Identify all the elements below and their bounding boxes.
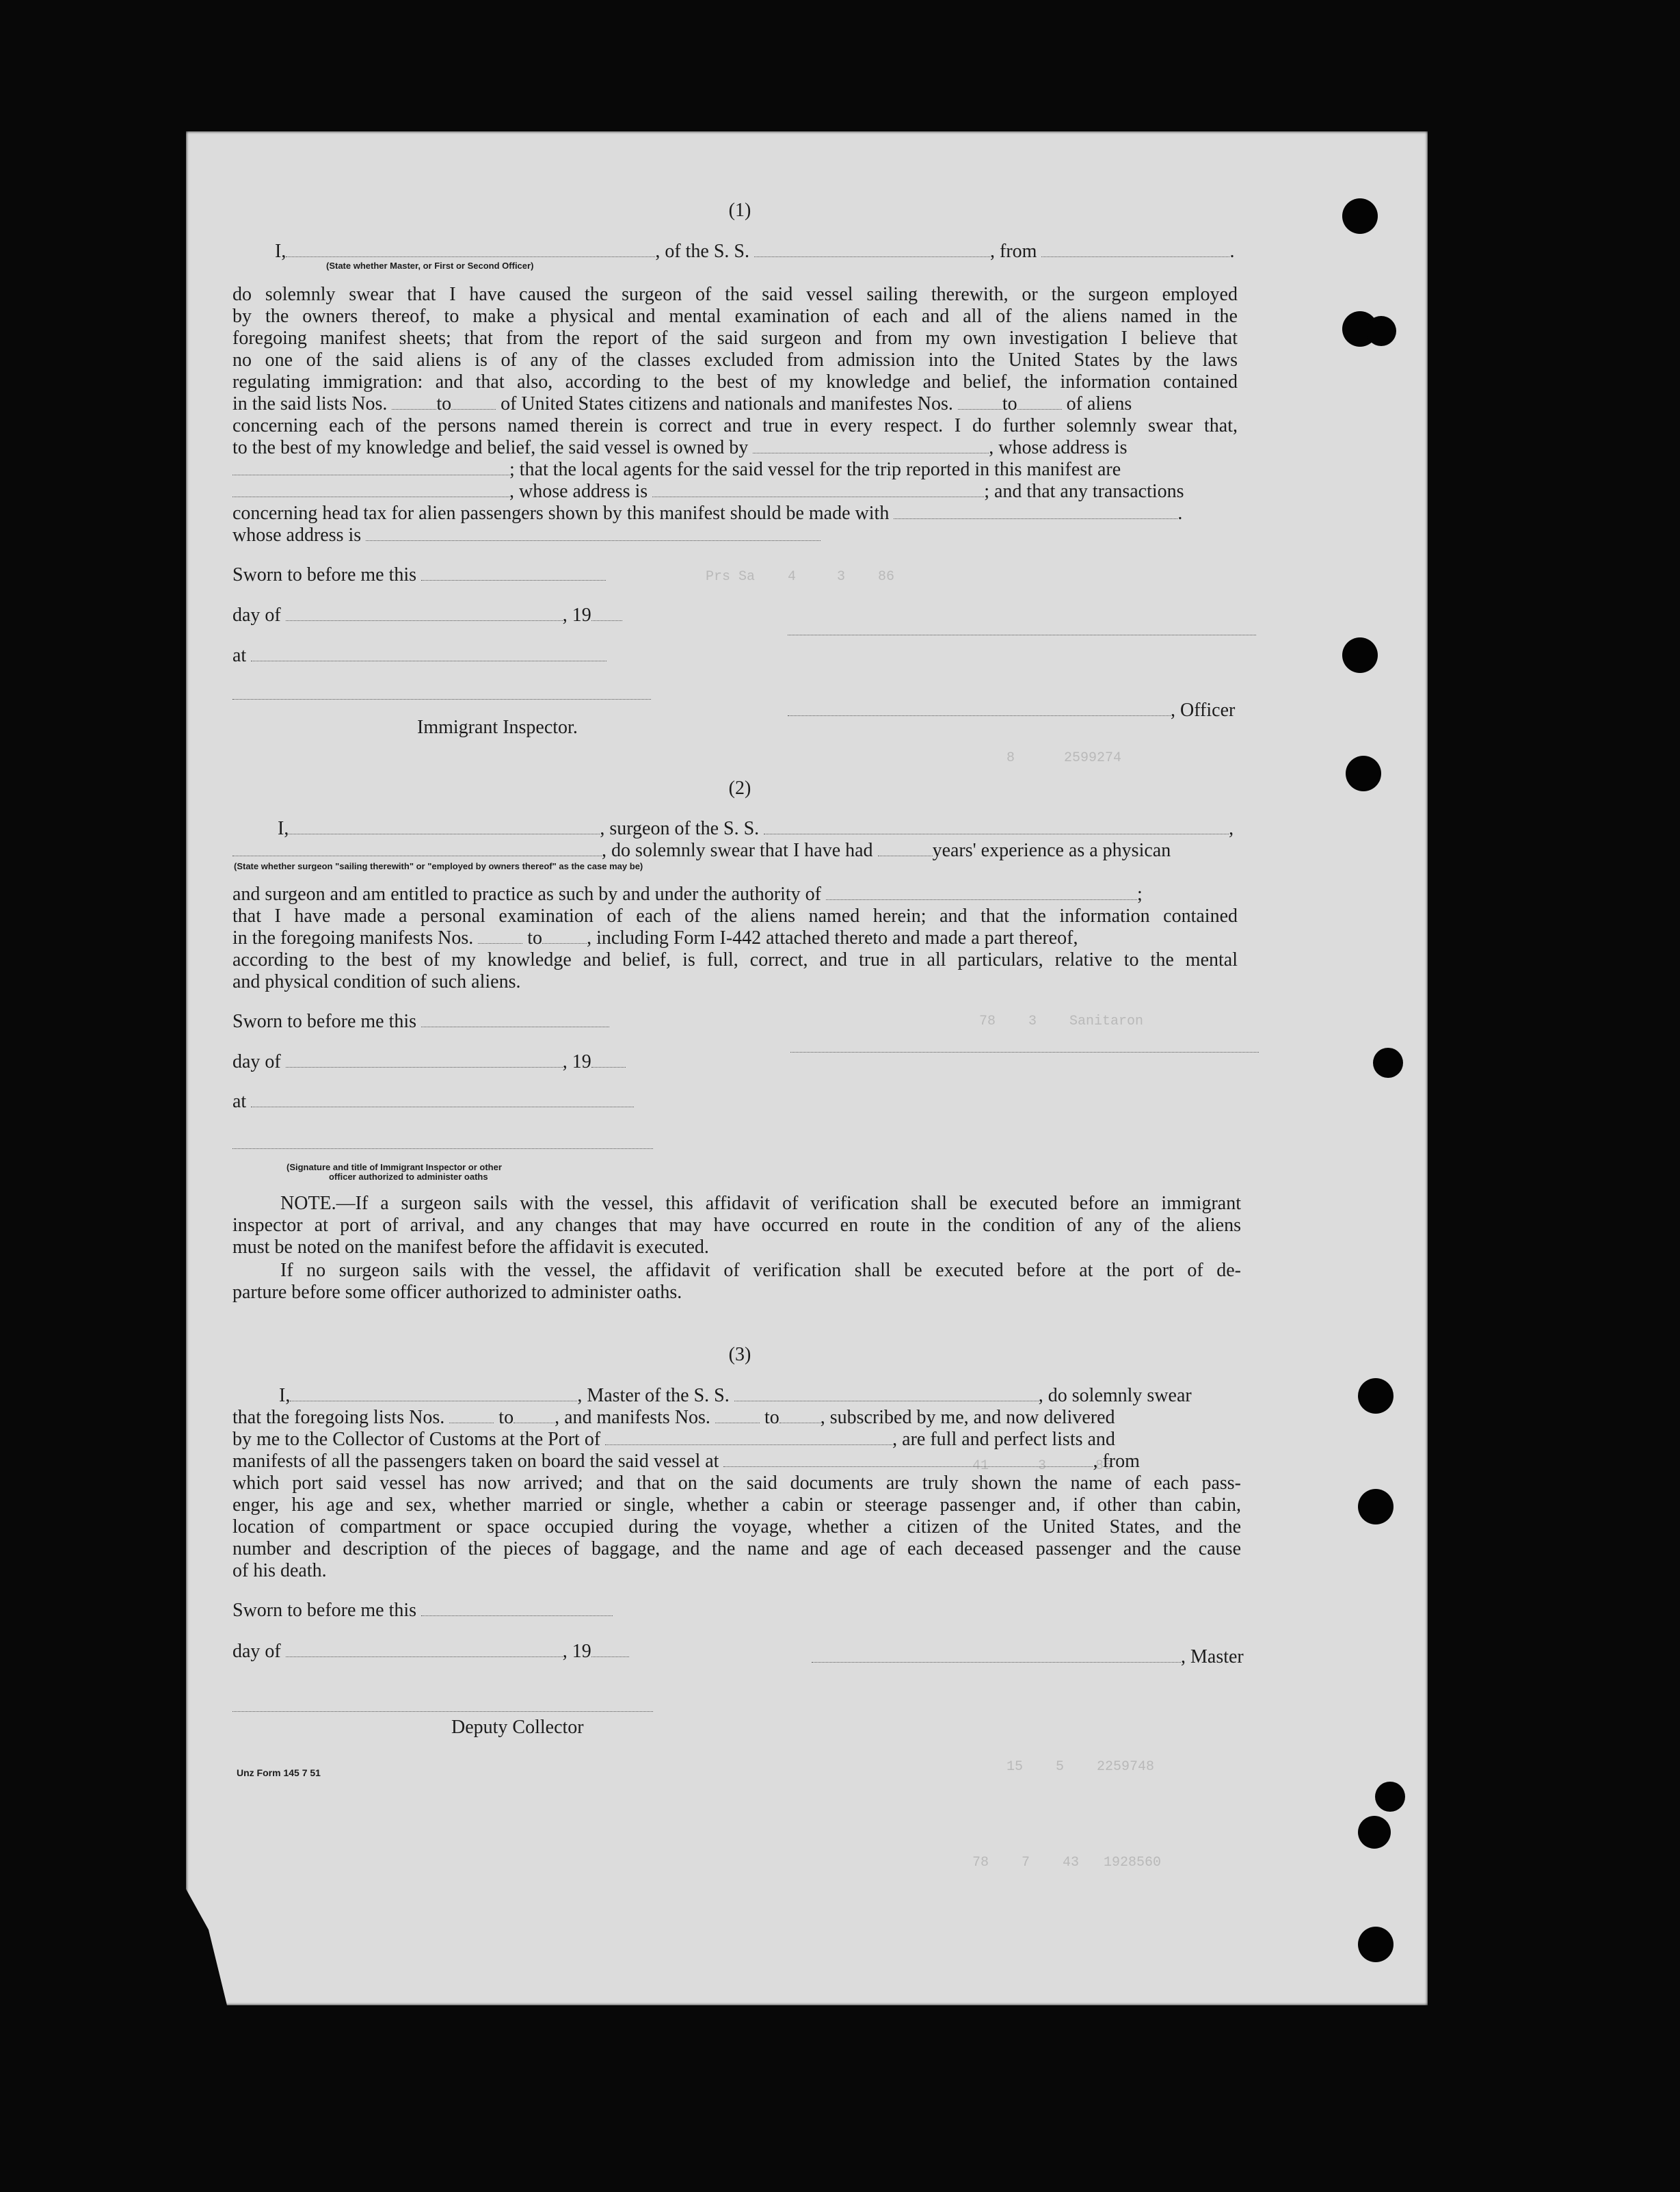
text: to the best of my knowledge and belief, the said vessel is owned by [232,437,749,458]
place-field[interactable] [251,646,606,661]
section-3-number: (3) [728,1344,751,1365]
surgeon-status-note: (State whether surgeon "sailing therewith" or "employed by owners thereof" as the case may be) [234,861,643,871]
deputy-collector-label: Deputy Collector [451,1717,584,1738]
owner-field[interactable] [753,438,989,453]
years-experience-field[interactable] [878,841,933,856]
text: and surgeon and am entitled to practice as such by and under the authority of [232,884,821,905]
text: , of the S. S. [655,241,750,262]
manifests-line [232,927,1078,949]
officer-signature-line [788,700,1235,722]
month-field[interactable] [286,1641,563,1657]
text: , Master of the S. S. [577,1385,730,1406]
text: , [1229,818,1234,839]
note-line: must be noted on the manifest before the affidavit is executed. [232,1237,709,1258]
section-1-line: no one of the said aliens is of any of the classes excluded from admission into the United States by the laws [232,349,1238,371]
binder-hole [1358,1489,1394,1524]
sworn-line [232,1600,613,1622]
master-vessel-field[interactable] [734,1386,1039,1401]
manifest-no-to-field[interactable] [1017,394,1062,410]
year-field[interactable] [591,1052,626,1068]
section-1-line: foregoing manifest sheets; that from the report of the said surgeon and from my own investigation I believe that [232,328,1238,349]
bleed-through-text: 78 7 43 1928560 [972,1855,1162,1871]
master-name-field[interactable] [290,1386,577,1401]
text: years' experience as a physican [932,840,1171,861]
section-1-opening-line: I, , of the S. S. , from . [275,241,1235,262]
master-signature-field[interactable] [812,1647,1181,1663]
text: to [498,1407,514,1428]
agents-line [232,459,1121,481]
binder-hole [1375,1782,1405,1812]
surgeon-signature-line[interactable] [790,1052,1259,1053]
text: ; [1137,884,1143,905]
collector-signature-line[interactable] [232,1711,653,1712]
section-1-line: regulating immigration: and that also, according to the best of my knowledge and belief, the information contained [232,371,1238,393]
list-no-from-field[interactable] [392,394,436,410]
text: , Officer [1171,700,1236,721]
collector-port-line [232,1429,1115,1451]
text: , do solemnly swear that I have had [602,840,873,861]
experience-line [232,840,1171,862]
text: ; that the local agents for the said vessel for the trip reported in this manifest are [509,459,1121,480]
day-of-line [232,1051,626,1073]
text: I, [275,241,286,262]
head-tax-address-field[interactable] [366,525,821,541]
authority-field[interactable] [826,884,1137,900]
text: in the said lists Nos. [232,393,388,414]
text: to [527,927,543,949]
text: , 19 [562,1641,591,1662]
binder-hole [1358,1927,1394,1962]
head-tax-contact-field[interactable] [894,503,1177,519]
text: concerning head tax for alien passengers shown by this manifest should be made with [232,503,890,524]
officer-name-field[interactable] [286,241,655,257]
text: , subscribed by me, and now delivered [820,1407,1115,1428]
note-line: If no surgeon sails with the vessel, the affidavit of verification shall be executed before at the port of de- [280,1260,1241,1281]
inspector-signature-line[interactable] [232,699,651,700]
text: at [232,1091,247,1112]
at-line [232,1091,634,1113]
text: that the foregoing lists Nos. [232,1407,445,1428]
text: day of [232,1051,281,1072]
binder-hole [1358,1816,1391,1849]
text: Sworn to before me this [232,1600,417,1621]
immigrant-inspector-label: Immigrant Inspector. [417,717,578,738]
at-line [232,645,606,667]
text: whose address is [232,525,362,546]
list-no-to-field[interactable] [514,1408,555,1423]
list-no-from-field[interactable] [449,1408,494,1423]
surgeon-status-field[interactable] [232,841,602,856]
binder-hole [1366,316,1396,346]
head-tax-address-line [232,525,821,546]
text: , Master [1181,1646,1244,1667]
text: , and manifests Nos. [555,1407,710,1428]
text: Sworn to before me this [232,564,417,585]
text: at [232,645,247,666]
sworn-line [232,1011,609,1033]
year-field[interactable] [591,605,622,621]
sworn-day-field[interactable] [421,565,606,581]
signature-note: (Signature and title of Immigrant Inspector or other [286,1162,502,1172]
sworn-day-field[interactable] [421,1600,613,1616]
local-agents-field[interactable] [232,481,509,497]
list-numbers-line [232,393,1132,415]
text: day of [232,1641,281,1662]
note-line: NOTE.—If a surgeon sails with the vessel, this affidavit of verification shall be executed before an immigrant [280,1193,1241,1214]
agents-address-line [232,481,1184,503]
day-of-line [232,1641,629,1663]
text: in the foregoing manifests Nos. [232,927,474,949]
binder-hole [1358,1378,1394,1414]
text: day of [232,605,281,626]
section-3-line: enger, his age and sex, whether married or single, whether a cabin or steerage passenger and, if other than cabin, [232,1494,1241,1516]
binder-hole [1342,637,1378,673]
manifest-no-to-field[interactable] [779,1408,821,1423]
section-3-line: of his death. [232,1560,327,1581]
text: of United States citizens and nationals and manifestes Nos. [501,393,953,414]
owner-address-field[interactable] [232,460,509,475]
text: , surgeon of the S. S. [600,818,760,839]
inspector-signature-line[interactable] [232,1148,653,1149]
surgeon-manifest-from-field[interactable] [478,928,522,944]
section-1-number: (1) [728,200,751,221]
text: ; and that any transactions [984,481,1184,502]
text: to [436,393,452,414]
bleed-through-text: 15 5 2259748 [1006,1759,1155,1775]
binder-hole [1342,198,1378,234]
manifest-no-from-field[interactable] [715,1408,760,1423]
bleed-through-text: Prs Sa 4 3 86 [706,569,895,585]
port-of-arrival-field[interactable] [605,1429,892,1445]
binder-hole [1346,756,1381,791]
text: , whose address is [509,481,648,502]
section-3-line: which port said vessel has now arrived; and that on the said documents are truly shown the name of each pass- [232,1473,1241,1494]
manifest-no-from-field[interactable] [958,394,1002,410]
place-field[interactable] [251,1092,634,1107]
head-tax-line: concerning head tax for alien passengers shown by this manifest should be made with . [232,503,1183,524]
form-number: Unz Form 145 7 51 [237,1767,321,1778]
text: , whose address is [989,437,1128,458]
vessel-name-field[interactable] [754,241,990,257]
section-3-line: location of compartment or space occupied during the voyage, whether a citizen of the United States, and the [232,1516,1241,1537]
text: to [764,1407,779,1428]
text: to [1002,393,1017,414]
binder-hole [1373,1048,1403,1078]
note-line: parture before some officer authorized to administer oaths. [232,1282,682,1303]
text: , from [1093,1451,1140,1472]
month-field[interactable] [286,1052,563,1068]
text: , from [990,241,1037,262]
officer-signature-field[interactable] [788,700,1171,716]
sworn-day-field[interactable] [421,1012,609,1027]
master-line [279,1385,1192,1407]
text: I, [279,1385,291,1406]
section-2-number: (2) [728,778,751,799]
authority-line [232,884,1143,906]
surgeon-manifest-to-field[interactable] [542,928,587,944]
from-port-field[interactable] [1041,241,1229,257]
embarkation-port-field[interactable] [723,1451,1093,1467]
signature-note: officer authorized to administer oaths [329,1172,488,1182]
year-field[interactable] [591,1641,629,1657]
text: , 19 [562,1051,591,1072]
day-of-line [232,605,622,626]
section-1-line: concerning each of the persons named therein is correct and true in every respect. I do further solemnly swear that, [232,415,1238,436]
text: , 19 [562,605,591,626]
embarkation-line [232,1451,1140,1473]
master-signature-line [812,1646,1244,1668]
surgeon-line [278,818,1234,840]
bleed-through-text: 78 3 Sanitaron [979,1014,1144,1029]
surgeon-name-field[interactable] [289,819,600,834]
text: manifests of all the passengers taken on board the said vessel at [232,1451,719,1472]
section-1-line: do solemnly swear that I have caused the surgeon of the said vessel sailing therewith, or the surgeon employed [232,284,1238,305]
month-field[interactable] [286,605,563,621]
surgeon-vessel-field[interactable] [764,819,1229,834]
section-2-line: that I have made a personal examination of each of the aliens named herein; and that the information contained [232,906,1238,927]
bleed-through-text: 8 2599274 [1006,750,1122,766]
text: , do solemnly swear [1038,1385,1192,1406]
bleed-through-text: 41 3 86 [972,1458,1112,1474]
text: I, [278,818,289,839]
ownership-line [232,437,1127,459]
section-2-line: according to the best of my knowledge and belief, is full, correct, and true in all particulars, relative to the mental [232,949,1238,970]
text: by me to the Collector of Customs at the Port of [232,1429,601,1450]
section-3-line: number and description of the pieces of baggage, and the name and age of each deceased passenger and the cause [232,1538,1241,1559]
sworn-line [232,564,606,586]
text: of aliens [1066,393,1132,414]
list-no-to-field[interactable] [451,394,496,410]
manifest-page [186,131,1428,2005]
text: Sworn to before me this [232,1011,417,1032]
text: , including Form I-442 attached thereto and made a part thereof, [587,927,1078,949]
officer-rank-note: (State whether Master, or First or Second Officer) [326,261,534,271]
text: , are full and perfect lists and [892,1429,1115,1450]
section-2-line: and physical condition of such aliens. [232,971,521,992]
section-1-line: by the owners thereof, to make a physical and mental examination of each and all of the aliens named in the [232,306,1238,327]
lists-line [232,1407,1115,1429]
note-line: inspector at port of arrival, and any changes that may have occurred en route in the condition of any of the aliens [232,1215,1241,1236]
agents-address-field[interactable] [652,481,984,497]
